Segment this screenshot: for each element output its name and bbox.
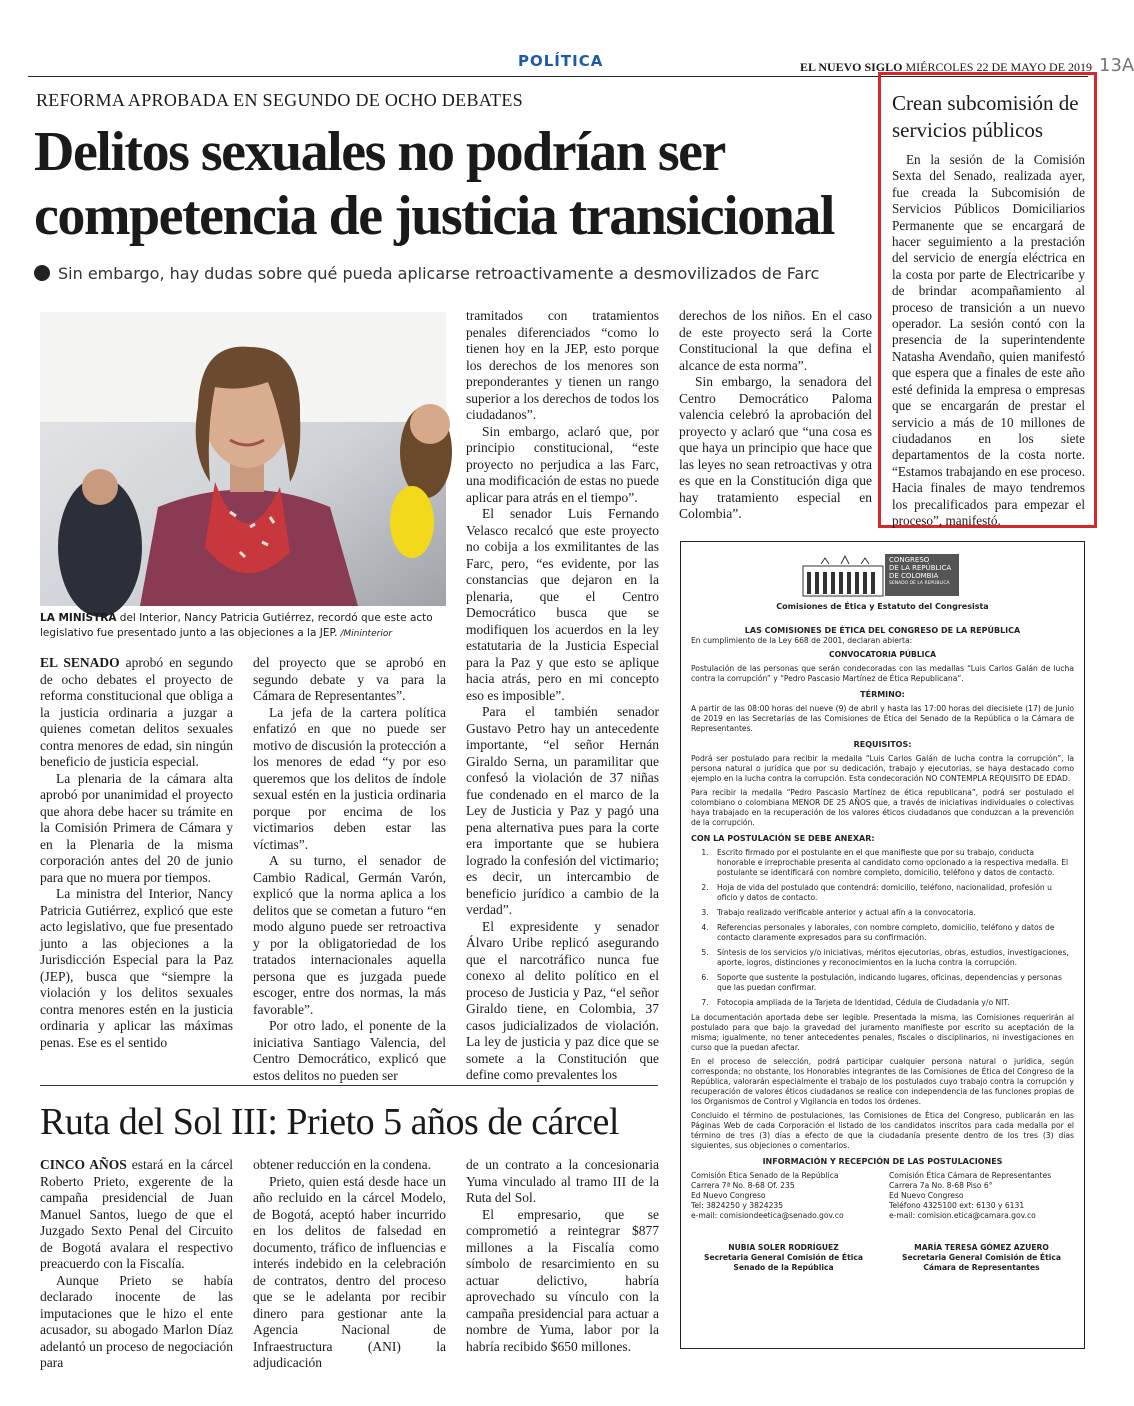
paragraph: El senador Luis Fernando Velasco recalcó que este proyecto no cobija a los exmilitantes de las Farc, pero, “es evidente, por las constancias que dejaron en la plenaria, que el Centro Democrático busca que se modifiquen los acuerdos en la ley estatutaria de la Justicia Especial para la Paz y que esto se aplique hacia atrás, pero en mi concepto eso es imposible”. — [466, 506, 659, 703]
notice-anexar-heading: CON LA POSTULACIÓN SE DEBE ANEXAR: — [691, 834, 875, 843]
senate-email[interactable]: e-mail: comisiondeetica@senado.gov.co — [691, 1211, 844, 1220]
caption-lead: LA MINISTRA — [40, 612, 117, 624]
issue-date: MIÉRCOLES 22 DE MAYO DE 2019 — [905, 60, 1093, 74]
paragraph: La plenaria de la cámara alta aprobó por unanimidad el proyecto que ahora debe hacer su trámite en la Comisión Primera de Cámara y en la Plenaria de la misma corporación antes del 20 de junio para que no muera por tiempos. — [40, 770, 233, 885]
subhead — [34, 264, 874, 283]
list-item: 2. Hoja de vida del postulado que contendrá: domicilio, teléfono, nacionalidad, profesión u oficio y datos de contacto. — [711, 883, 1074, 903]
minister-photo — [40, 312, 446, 606]
list-item: 5. Síntesis de los servicios y/o iniciativas, méritos ejecutorias, obras, estudios, investigaciones, aporte, logros, distinciones y reconocimientos en la lucha contra la corrupción. — [711, 948, 1074, 968]
logo-line-3: DE COLOMBIA — [889, 572, 939, 580]
article-column-1 — [40, 655, 233, 1051]
notice-info-heading: INFORMACIÓN Y RECEPCIÓN DE LAS POSTULACIONES — [762, 1157, 1003, 1166]
house-email[interactable]: e-mail: comision.etica@camara.gov.co — [889, 1211, 1036, 1220]
notice-intro: En cumplimiento de la Ley 668 de 2001, declaran abierta: — [691, 636, 913, 645]
paragraph: Por otro lado, el ponente de la iniciativa Santiago Valencia, del Centro Democrático, explicó que estos delitos no pueden ser — [253, 1018, 446, 1083]
lead-in: CINCO AÑOS — [40, 1157, 127, 1172]
notice-concluido: Concluido el término de postulaciones, las Comisiones de Ética del Congreso, publicarán en las Páginas Web de cada Corporación el listado de los candidatos inscritos para cada medalla por el término de tres (3) días a efecto de que la ciudadanía presente dentro de los tres (3) días siguientes, sus objeciones o comentarios. — [691, 1111, 1074, 1150]
lead-in: EL SENADO — [40, 655, 120, 670]
kicker: REFORMA APROBADA EN SEGUNDO DE OCHO DEBATES — [36, 90, 523, 110]
notice-termino-heading: TÉRMINO: — [860, 690, 905, 699]
paragraph: El expresidente y senador Álvaro Uribe replicó asegurando que el narcotráfico nunca fue conexo al delito político en el proceso de Justicia y Paz, “el señor Giraldo tiene, en Colombia, 37 casos judicializados de violación. La ley de justicia y paz dice que se somete a la Constitución que define como prevalentes los — [466, 918, 659, 1082]
paragraph: tramitados con tratamientos penales diferenciados “como lo tienen hoy en la JEP, esto porque los derechos de los menores son preponderantes y tienen un rango superior a los derechos de todos los ciudadanos”. — [466, 308, 659, 422]
senate-signature: NUBIA SOLER RODRÍGUEZ Secretaria General Comisión de Ética Senado de la República — [704, 1243, 863, 1272]
paragraph: derechos de los niños. En el caso de este proyecto será la Corte Constitucional la que defina el alcance de esta norma”. — [679, 308, 872, 373]
section-name: POLÍTICA — [518, 52, 604, 70]
paragraph: Sin embargo, la senadora del Centro Democrático Paloma valencia celebró la aprobación del proyecto y aclaró que “una cosa es que haya un principio que hace que las leyes no sean retroactivas y otra es que en la Constitución diga que hay tratamiento especial en Colombia”. — [679, 374, 872, 521]
congress-notice-ad — [680, 541, 1085, 1349]
second-headline: Ruta del Sol III: Prieto 5 años de cárcel — [40, 1101, 619, 1143]
list-item: 7. Fotocopia ampliada de la Tarjeta de Identidad, Cédula de Ciudadanía y/o NIT. — [711, 998, 1074, 1008]
congress-logo — [801, 552, 961, 598]
notice-termino: A partir de las 08:00 horas del nueve (9) de abril y hasta las 17:00 horas del diecisiete (17) de Junio de 2019 en las Secretarías de las Comisiones de Ética del Senado de la República o la Cámara de Representantes. — [691, 704, 1074, 733]
second-column-3 — [466, 1157, 659, 1355]
paragraph: del proyecto que se aprobó en segundo debate y va para la Cámara de Representantes”. — [253, 655, 446, 703]
logo-line-1: CONGRESO — [889, 556, 930, 564]
notice-req-2: Para recibir la medalla “Pedro Pascasio Martínez de ética republicana”, podrá ser postulado el colombiano o colombiana MENOR DE 25 AÑOS que, a través de iniciativas individuales o colectivas haya trabajado en la recuperación de los valores éticos ciudadanos que conduzcan a la prevención de la corrupción. — [691, 788, 1074, 827]
caption-credit: /Mininterior — [337, 629, 393, 639]
notice-title: LAS COMISIONES DE ÉTICA DEL CONGRESO DE LA REPÚBLICA — [744, 626, 1021, 635]
article-column-3 — [466, 308, 659, 1084]
paragraph: Aunque Prieto se había declarado inocente de las imputaciones que le hizo el ente acusador, su abogado Marlon Díaz adelantó un proceso de negociación para — [40, 1272, 233, 1370]
paragraph: Para el también senador Gustavo Petro hay un antecedente importante, “el señor Hernán Giraldo Serna, un paramilitar que confesó la violación de 37 niñas fue condenado en el marco de la Ley de Justicia y Paz y pagó una pena alternativa pues para la corte era importante que se hubiera logrado la confesión del victimario; es decir, un intercambio de beneficio jurídico a cambio de la verdad”. — [466, 704, 659, 917]
list-item: 1. Escrito firmado por el postulante en el que manifieste que por su trabajo, conducta honorable e irreprochable presenta al candidato como opcionado a la respectiva medalla. El postulante se identificará con nombre completo, domicilio, teléfono y datos de contacto. — [711, 848, 1074, 878]
list-item: 4. Referencias personales y laborales, con nombre completo, domicilio, teléfono y datos de contacto claramente expresados para su confirmación. — [711, 923, 1074, 943]
paragraph: de un contrato a la concesionaria Yuma vinculado al tramo III de la Ruta del Sol. — [466, 1157, 659, 1205]
notice-doc: La documentación aportada debe ser legible. Presentada la misma, las Comisiones requerirán al postulado para que bajo la gravedad del juramento manifieste por escrito su aceptación de la misma; igualmente, no tener antecedentes penales, fiscales o disciplinarios, ni investigaciones en curso que la puedan afectar. — [691, 1013, 1074, 1052]
list-item: 6. Soporte que sustente la postulación, indicando lugares, oficinas, dependencias y personas que las puedan confirmar. — [711, 973, 1074, 993]
paragraph: EL SENADO aprobó en segundo de ocho debates el proyecto de reforma constitucional que obliga a la justicia ordinaria a juzgar a quienes cometan delitos sexuales contra menores de edad, sin ningún beneficio de justicia especial. — [40, 655, 233, 769]
notice-postulacion: Postulación de las personas que serán condecoradas con las medallas “Luis Carlos Galán de lucha contra la corrupción” y “Pedro Pascasio Martínez de Ética Republicana”. — [691, 664, 1074, 683]
page-number: 13A — [1099, 55, 1134, 76]
signature-block — [691, 1243, 1074, 1273]
house-signature: MARÍA TERESA GÓMEZ AZUERO Secretaria General Comisión de Ética Cámara de Representantes — [902, 1243, 1061, 1272]
paragraph: La ministra del Interior, Nancy Patricia Gutiérrez, explicó que este acto legislativo, que fue presentado junto a las objeciones a la Jurisdicción Especial para la Paz (JEP), busca que “siempre la violación y los delitos sexuales contra menores estén en la justicia ordinaria y aplicar las máximas penas. Ese es el sentido — [40, 886, 233, 1050]
caption-text: del Interior, Nancy Patricia Gutiérrez, recordó que este acto legislativo fue presentado junto a las objeciones a la JEP. — [40, 612, 433, 639]
article-column-4 — [679, 308, 872, 523]
notice-body — [691, 602, 1074, 1273]
photo-caption — [40, 611, 446, 642]
second-column-2 — [253, 1157, 446, 1372]
article-column-2 — [253, 655, 446, 1084]
paragraph: Sin embargo, aclaró que, por principio constitucional, “este proyecto no perjudica a las Farc, una modificación de estas no puede aplicar para atrás en el tiempo”. — [466, 423, 659, 505]
second-column-1 — [40, 1157, 233, 1372]
paragraph: La jefa de la cartera política enfatizó en que no puede ser motivo de discusión la protección a los menores de edad “y por eso queremos que los delitos de índole sexual estén en la justicia ordinaria porque por encima de los victimarios deben estar las víctimas”. — [253, 704, 446, 852]
photo-illustration — [40, 312, 446, 606]
notice-convocatoria: CONVOCATORIA PÚBLICA — [829, 650, 936, 659]
paragraph: CINCO AÑOS estará en la cárcel Roberto Prieto, exgerente de la campaña presidencial de Juan Manuel Santos, luego de que el Juzgado Sexto Penal del Circuito de Bogotá avalara el respectivo preacuerdo con la Fiscalía. — [40, 1157, 233, 1271]
contact-block — [691, 1171, 1074, 1221]
notice-requisitos-heading: REQUISITOS: — [853, 740, 912, 749]
paragraph: obtener reducción en la condena. — [253, 1157, 432, 1172]
logo-line-2: DE LA REPÚBLICA — [889, 564, 952, 572]
sidebar-title: Crean subcomisión de servicios públicos — [892, 91, 1079, 142]
paragraph: El empresario, que se comprometió a reintegrar $877 millones a la Fiscalía como símbolo de resarcimiento en su actuar delictivo, habría aprovechado su vínculo con la campaña presidencial para actuar a nombre de Yuma, labor por la habría recibido $650 millones. — [466, 1206, 659, 1354]
senate-contact: Comisión Ética Senado de la República Carrera 7ª No. 8-68 Of. 235 Ed Nuevo Congreso Tel: 3824250 y 3824235 e-mail: comisiondeetica@senado.gov.co — [691, 1171, 876, 1221]
notice-subtitle: Comisiones de Ética y Estatuto del Congresista — [776, 602, 989, 611]
notice-seleccion: En el proceso de selección, podrá participar cualquier persona natural o jurídica, según corresponda; no obstante, los Honorables integrantes de las Comisiones de Ética del Congreso de la República, valorarán especialmente el trabajo de los postulados cuyo trabajo contra la corrupción y recuperación de valores éticos ciudadanos se realice con independencia de las funciones propias de los Organismos de Control y Vigilancia en todos los órdenes. — [691, 1057, 1074, 1106]
bullet-icon — [34, 265, 50, 281]
paragraph: A su turno, el senador de Cambio Radical, Germán Varón, explicó que la norma aplica a los delitos que se cometan a futuro “en modo alguno puede ser retroactiva y por la obligatoriedad de los tratados internacionales aquella persona que es juzgada puede escoger, entre dos normas, la más favorable”. — [253, 853, 446, 1017]
paragraph: En la sesión de la Comisión Sexta del Senado, realizada ayer, fue creada la Subcomisión de Servicios Públicos Domiciliarios Permanente que se encargará de hacer seguimiento a la prestación del servicio de energía eléctrica en la costa por parte de Electricaribe y de brindar acompañamiento al proceso de transición a un nuevo operador. La sesión contó con la presencia de la superintendente Natasha Avendaño, quien manifestó que espera que a finales de este año esté definida la empresa o empresas que se encargarán de prestar el servicio a más de 10 millones de ciudadanos en los siete departamentos de la costa norte. “Estamos trabajando en ese proceso. Hacia finales de mayo tendremos los precalificados para empezar el proceso”, manifestó. — [892, 152, 1085, 528]
article-divider — [40, 1085, 658, 1086]
list-item: 3. Trabajo realizado verificable anterior y actual afín a la convocatoria. — [711, 908, 1074, 918]
house-contact: Comisión Ética Cámara de Representantes Carrera 7a No. 8-68 Piso 6° Ed Nuevo Congreso Teléfono 4325100 ext: 6130 y 6131 e-mail: comision.etica@camara.gov.co — [889, 1171, 1074, 1221]
sidebar-text — [892, 152, 1085, 529]
paper-name: EL NUEVO SIGLO — [800, 60, 903, 74]
logo-line-4: SENADO DE LA REPÚBLICA — [889, 581, 950, 586]
paragraph: Prieto, quien está desde hace un año recluido en la cárcel Modelo, de Bogotá, aceptó haber incurrido en los delitos de falsedad en documento, tráfico de influencias e interés indebido en la celebración de contratos, dentro del proceso que se le adelanta por recibir dinero para gestionar ante la Agencia Nacional de Infraestructura (ANI) la adjudicación — [253, 1173, 446, 1370]
subhead-text: Sin embargo, hay dudas sobre qué pueda aplicarse retroactivamente a desmovilizados de Farc — [58, 264, 820, 283]
main-headline: Delitos sexuales no podrían ser competencia de justicia transicional — [34, 121, 834, 247]
notice-req-1: Podrá ser postulado para recibir la medalla “Luis Carlos Galán de lucha contra la corrupción”, la persona natural o jurídica que por su dedicación, trabajo y ejecutorias, se haya destacado como ejemplo en la lucha contra la corrupción. Esta condecoración NO CONTEMPLA REQUISITO DE EDAD. — [691, 754, 1074, 783]
notice-list — [691, 848, 1074, 1008]
